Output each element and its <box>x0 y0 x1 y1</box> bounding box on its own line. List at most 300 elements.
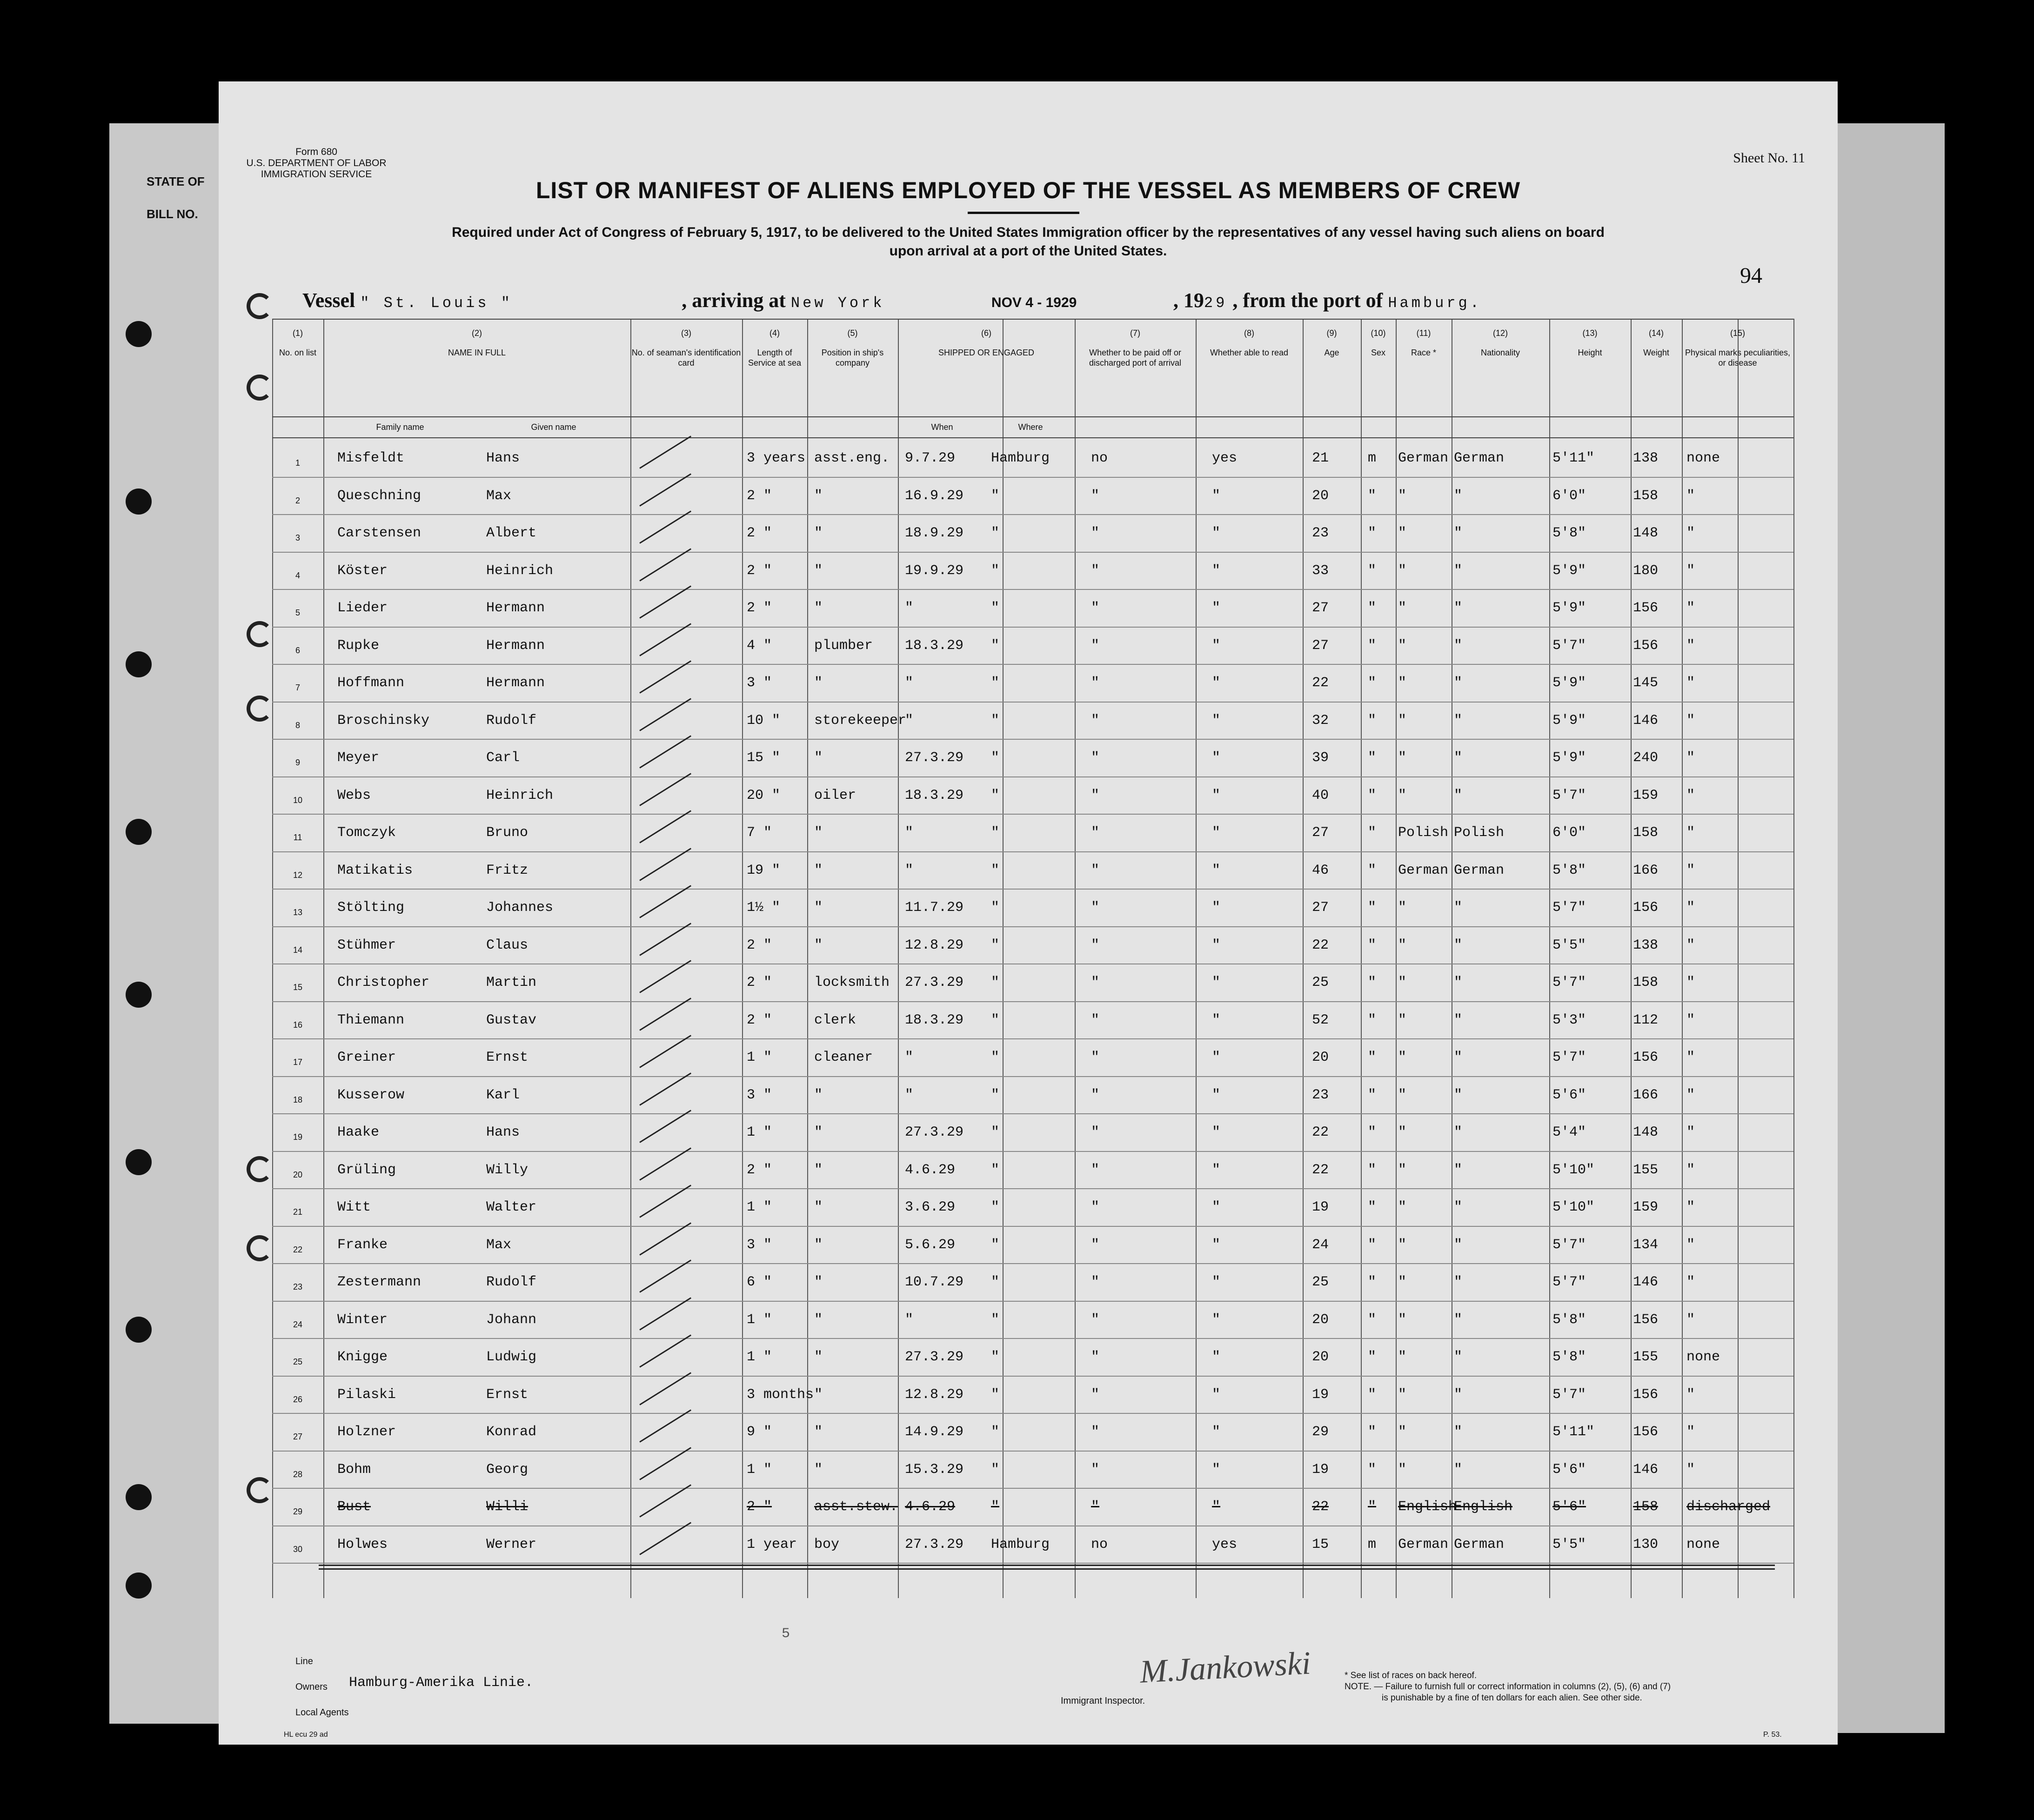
cell-paid: " <box>1091 488 1100 504</box>
cell-service: 20 " <box>747 787 781 803</box>
cell-read: " <box>1212 1050 1221 1065</box>
check-mark-icon <box>639 1035 691 1068</box>
cell-family: Thiemann <box>337 1012 405 1028</box>
cell-marks: " <box>1686 1424 1695 1440</box>
cell-given: Fritz <box>486 862 529 878</box>
cell-age: 15 <box>1312 1536 1329 1552</box>
cell-read: " <box>1212 1124 1221 1140</box>
bill-no-label: BILL NO. <box>147 207 198 221</box>
cell-sex: " <box>1368 1124 1377 1140</box>
footnote-note: NOTE. — Failure to furnish full or correct information in columns (2), (5), (6) and (7) <box>1345 1682 1671 1692</box>
binder-hole-icon <box>126 819 152 845</box>
cell-nat: " <box>1454 1237 1463 1253</box>
cell-where: " <box>991 562 1000 579</box>
cell-paid: " <box>1091 900 1100 916</box>
cell-given: Martin <box>486 975 537 990</box>
cell-nat: " <box>1454 787 1463 803</box>
cell-sex: " <box>1368 900 1377 916</box>
cell-height: 5'9" <box>1552 675 1586 691</box>
row-rule <box>272 1263 1793 1264</box>
cell-age: 22 <box>1312 1124 1329 1140</box>
cell-height: 5'4" <box>1552 1124 1586 1140</box>
cell-where: " <box>991 1349 1000 1365</box>
cell-position: storekeeper <box>814 712 907 729</box>
cell-position: " <box>814 900 823 916</box>
cell-sex: " <box>1368 937 1377 953</box>
row-number: 21 <box>293 1207 303 1217</box>
column-title: SHIPPED OR ENGAGED <box>938 348 1035 357</box>
cell-where: " <box>991 1199 1000 1215</box>
cell-height: 5'10" <box>1552 1199 1595 1215</box>
row-rule <box>272 1563 1793 1564</box>
column-header-c3 <box>630 328 742 368</box>
cell-where: " <box>991 488 1000 504</box>
cell-where: Hamburg <box>991 1536 1050 1552</box>
column-number: (15) <box>1730 328 1745 338</box>
row-rule <box>272 1338 1793 1339</box>
row-number: 10 <box>293 795 303 805</box>
binder-hole-icon <box>126 488 152 515</box>
column-title: Position in ship's company <box>821 348 884 368</box>
cell-race: German <box>1398 862 1449 878</box>
cell-nat: " <box>1454 562 1463 579</box>
cell-given: Albert <box>486 525 537 541</box>
cell-when: " <box>905 675 914 691</box>
cell-weight: 166 <box>1633 862 1659 878</box>
cell-height: 5'5" <box>1552 937 1586 953</box>
cell-service: 2 " <box>747 488 772 504</box>
cell-sex: " <box>1368 488 1377 504</box>
cell-sex: m <box>1368 1536 1377 1552</box>
cell-nat: " <box>1454 1461 1463 1478</box>
column-header-c15 <box>1682 328 1793 368</box>
check-mark-icon <box>639 735 691 768</box>
cell-when: 4.6.29 <box>905 1162 956 1178</box>
cell-position: oiler <box>814 787 856 803</box>
cell-position: cleaner <box>814 1050 873 1065</box>
check-mark-icon <box>639 1372 691 1405</box>
cell-nat: English <box>1454 1499 1513 1515</box>
binder-hole-icon <box>126 321 152 347</box>
cell-weight: 138 <box>1633 450 1659 466</box>
cell-family: Holwes <box>337 1536 388 1552</box>
cell-position: " <box>814 1349 823 1365</box>
cell-marks: " <box>1686 1124 1695 1140</box>
cell-position: " <box>814 1274 823 1290</box>
cell-read: yes <box>1212 1536 1238 1552</box>
arriving-label: , arriving at <box>682 289 786 312</box>
column-number: (10) <box>1371 328 1386 338</box>
cell-when: 5.6.29 <box>905 1237 956 1253</box>
cell-family: Winter <box>337 1311 388 1328</box>
cell-race: " <box>1398 1087 1407 1103</box>
binder-hole-icon <box>126 982 152 1008</box>
cell-paid: " <box>1091 1124 1100 1140</box>
column-rule <box>1631 319 1632 1598</box>
cell-family: Bust <box>337 1499 371 1515</box>
check-mark-icon <box>639 623 691 656</box>
cell-family: Greiner <box>337 1050 396 1065</box>
cell-family: Bohm <box>337 1461 371 1478</box>
cell-given: Hermann <box>486 637 545 654</box>
cell-read: yes <box>1212 450 1238 466</box>
cell-sex: m <box>1368 450 1377 466</box>
column-rule <box>1196 319 1197 1598</box>
cell-position: asst.stew. <box>814 1499 898 1515</box>
date-stamp: NOV 4 - 1929 <box>991 295 1077 310</box>
cell-race: " <box>1398 1012 1407 1028</box>
cell-marks: " <box>1686 975 1695 990</box>
cell-when: 27.3.29 <box>905 1536 964 1552</box>
row-number: 1 <box>295 458 300 468</box>
cell-marks: " <box>1686 1311 1695 1328</box>
cell-height: 5'8" <box>1552 1349 1586 1365</box>
cell-sex: " <box>1368 712 1377 729</box>
cell-where: Hamburg <box>991 450 1050 466</box>
cell-nat: " <box>1454 1424 1463 1440</box>
cell-sex: " <box>1368 1050 1377 1065</box>
inspector-label: Immigrant Inspector. <box>1061 1696 1145 1706</box>
ring-reinforcement-icon <box>247 696 273 722</box>
cell-race: " <box>1398 562 1407 579</box>
owners-value: Hamburg-Amerika Linie. <box>349 1675 534 1691</box>
row-rule <box>272 1001 1793 1002</box>
column-rule <box>272 319 273 1598</box>
check-mark-icon <box>639 1072 691 1105</box>
page-number: 94 <box>1740 263 1762 288</box>
cell-family: Carstensen <box>337 525 422 541</box>
cell-weight: 180 <box>1633 562 1659 579</box>
cell-given: Willy <box>486 1162 529 1178</box>
ring-reinforcement-icon <box>247 1156 273 1182</box>
cell-sex: " <box>1368 1349 1377 1365</box>
manifest-sheet <box>219 81 1838 1745</box>
row-number: 8 <box>295 720 300 730</box>
column-header-c6 <box>898 328 1075 358</box>
cell-given: Bruno <box>486 825 529 841</box>
cell-weight: 146 <box>1633 1461 1659 1478</box>
cell-paid: " <box>1091 675 1100 691</box>
cell-given: Hans <box>486 1124 520 1140</box>
cell-height: 5'7" <box>1552 1237 1586 1253</box>
cell-nat: German <box>1454 1536 1505 1552</box>
column-rule <box>1549 319 1550 1598</box>
cell-marks: " <box>1686 637 1695 654</box>
cell-sex: " <box>1368 1012 1377 1028</box>
cell-given: Max <box>486 1237 512 1253</box>
cell-race: German <box>1398 450 1449 466</box>
cell-paid: " <box>1091 825 1100 841</box>
cell-nat: " <box>1454 1311 1463 1328</box>
cell-given: Walter <box>486 1199 537 1215</box>
cell-read: " <box>1212 1424 1221 1440</box>
column-header-c1 <box>272 328 323 358</box>
cell-given: Ludwig <box>486 1349 537 1365</box>
cell-where: " <box>991 825 1000 841</box>
cell-nat: " <box>1454 1274 1463 1290</box>
cell-paid: " <box>1091 1162 1100 1178</box>
subtitle-line-1: Required under Act of Congress of February 5, 1917, to be delivered to the United States Immigration officer by the representatives of any vessel having such aliens on board <box>452 225 1605 240</box>
cell-height: 5'11" <box>1552 450 1595 466</box>
ring-reinforcement-icon <box>247 1235 273 1261</box>
column-number: (14) <box>1648 328 1664 338</box>
cell-height: 5'6" <box>1552 1087 1586 1103</box>
cell-given: Gustav <box>486 1012 537 1028</box>
cell-height: 5'11" <box>1552 1424 1595 1440</box>
cell-where: " <box>991 750 1000 766</box>
cell-service: 2 " <box>747 1499 772 1515</box>
page-title: LIST OR MANIFEST OF ALIENS EMPLOYED OF THE VESSEL AS MEMBERS OF CREW <box>535 177 1521 203</box>
row-number: 29 <box>293 1507 303 1516</box>
cell-when: 12.8.29 <box>905 1386 964 1403</box>
cell-nat: " <box>1454 525 1463 541</box>
cell-age: 20 <box>1312 1050 1329 1065</box>
cell-weight: 156 <box>1633 900 1659 916</box>
cell-marks: " <box>1686 1087 1695 1103</box>
cell-paid: " <box>1091 975 1100 990</box>
cell-age: 20 <box>1312 1311 1329 1328</box>
check-mark-icon <box>639 1297 691 1330</box>
cell-sex: " <box>1368 525 1377 541</box>
row-rule <box>272 1038 1793 1039</box>
cell-marks: " <box>1686 1274 1695 1290</box>
column-header-c14 <box>1631 328 1682 358</box>
cell-where: " <box>991 1050 1000 1065</box>
cell-when: " <box>905 862 914 878</box>
row-rule <box>272 926 1793 927</box>
check-mark-icon <box>639 773 691 806</box>
cell-position: " <box>814 675 823 691</box>
cell-position: " <box>814 1087 823 1103</box>
cell-service: 3 months <box>747 1386 814 1403</box>
row-rule <box>272 1226 1793 1227</box>
cell-height: 5'7" <box>1552 900 1586 916</box>
cell-nat: " <box>1454 1199 1463 1215</box>
cell-age: 23 <box>1312 525 1329 541</box>
cell-weight: 145 <box>1633 675 1659 691</box>
cell-nat: " <box>1454 675 1463 691</box>
cell-nat: " <box>1454 1050 1463 1065</box>
cell-nat: " <box>1454 900 1463 916</box>
cell-age: 24 <box>1312 1237 1329 1253</box>
row-number: 23 <box>293 1282 303 1291</box>
cell-weight: 166 <box>1633 1087 1659 1103</box>
cell-marks: none <box>1686 1536 1720 1552</box>
column-header-c8 <box>1196 328 1303 358</box>
cell-age: 22 <box>1312 937 1329 953</box>
row-number: 14 <box>293 945 303 955</box>
row-rule <box>272 1113 1793 1114</box>
check-mark-icon <box>639 810 691 843</box>
row-rule <box>272 739 1793 740</box>
column-title: Age <box>1324 348 1339 357</box>
row-number: 18 <box>293 1095 303 1104</box>
footnote <box>1345 1670 1833 1704</box>
check-mark-icon <box>639 1522 691 1555</box>
form-number: Form 680 <box>295 147 337 157</box>
row-number: 15 <box>293 983 303 992</box>
header-rule <box>272 416 1793 417</box>
cell-service: 6 " <box>747 1274 772 1290</box>
cell-family: Rupke <box>337 637 380 654</box>
cell-family: Kusserow <box>337 1087 405 1103</box>
row-rule <box>272 1451 1793 1452</box>
cell-when: 14.9.29 <box>905 1424 964 1440</box>
cell-marks: " <box>1686 1199 1695 1215</box>
cell-service: 2 " <box>747 525 772 541</box>
cell-service: 1 " <box>747 1050 772 1065</box>
cell-sex: " <box>1368 1162 1377 1178</box>
cell-sex: " <box>1368 1499 1377 1515</box>
cell-paid: " <box>1091 1424 1100 1440</box>
cell-race: " <box>1398 937 1407 953</box>
cell-read: " <box>1212 600 1221 616</box>
cell-read: " <box>1212 900 1221 916</box>
cell-paid: " <box>1091 937 1100 953</box>
row-number: 26 <box>293 1394 303 1404</box>
column-title: Length of Service at sea <box>748 348 802 368</box>
cell-paid: " <box>1091 600 1100 616</box>
local-agents-label: Local Agents <box>295 1707 349 1718</box>
cell-weight: 146 <box>1633 1274 1659 1290</box>
cell-marks: " <box>1686 750 1695 766</box>
cell-weight: 159 <box>1633 1199 1659 1215</box>
cell-when: 11.7.29 <box>905 900 964 916</box>
cell-age: 25 <box>1312 1274 1329 1290</box>
cell-when: 18.3.29 <box>905 637 964 654</box>
cell-sex: " <box>1368 1274 1377 1290</box>
cell-family: Matikatis <box>337 862 413 878</box>
cell-marks: " <box>1686 862 1695 878</box>
cell-sex: " <box>1368 1424 1377 1440</box>
cell-position: " <box>814 750 823 766</box>
backing-sheet-left <box>109 123 221 1724</box>
column-title: Nationality <box>1480 348 1520 357</box>
cell-nat: " <box>1454 975 1463 990</box>
cell-paid: " <box>1091 637 1100 654</box>
from-port: Hamburg. <box>1388 294 1482 312</box>
cell-nat: " <box>1454 1349 1463 1365</box>
cell-position: " <box>814 1162 823 1178</box>
cell-when: 12.8.29 <box>905 937 964 953</box>
line-label: Line <box>295 1656 313 1666</box>
cell-race: " <box>1398 975 1407 990</box>
crew-table <box>272 319 1793 1598</box>
cell-sex: " <box>1368 1386 1377 1403</box>
cell-weight: 155 <box>1633 1349 1659 1365</box>
cell-race: " <box>1398 712 1407 729</box>
cell-service: 3 years <box>747 450 806 466</box>
column-title: Weight <box>1643 348 1669 357</box>
cell-height: 5'7" <box>1552 637 1586 654</box>
cell-when: 27.3.29 <box>905 750 964 766</box>
row-number: 28 <box>293 1469 303 1479</box>
cell-height: 5'9" <box>1552 600 1586 616</box>
cell-service: 1 " <box>747 1311 772 1328</box>
cell-height: 5'6" <box>1552 1461 1586 1478</box>
cell-weight: 156 <box>1633 600 1659 616</box>
cell-race: " <box>1398 1199 1407 1215</box>
column-rule <box>807 319 808 1598</box>
cell-race: " <box>1398 1311 1407 1328</box>
column-rule <box>323 319 324 1598</box>
vessel-name: " St. Louis " <box>360 294 513 312</box>
cell-where: " <box>991 675 1000 691</box>
cell-paid: no <box>1091 1536 1108 1552</box>
cell-height: 5'3" <box>1552 1012 1586 1028</box>
cell-family: Knigge <box>337 1349 388 1365</box>
cell-marks: " <box>1686 1012 1695 1028</box>
closing-rule <box>319 1568 1775 1570</box>
row-number: 20 <box>293 1170 303 1179</box>
cell-marks: none <box>1686 1349 1720 1365</box>
cell-paid: " <box>1091 1386 1100 1403</box>
cell-when: " <box>905 712 914 729</box>
cell-height: 5'9" <box>1552 562 1586 579</box>
cell-age: 27 <box>1312 600 1329 616</box>
row-number: 24 <box>293 1319 303 1329</box>
cell-where: " <box>991 1012 1000 1028</box>
cell-age: 19 <box>1312 1199 1329 1215</box>
cell-given: Johann <box>486 1311 537 1328</box>
cell-age: 22 <box>1312 1499 1329 1515</box>
cell-family: Köster <box>337 562 388 579</box>
cell-nat: " <box>1454 1087 1463 1103</box>
footnote-fine: is punishable by a fine of ten dollars for each alien. See other side. <box>1382 1693 1642 1703</box>
cell-given: Karl <box>486 1087 520 1103</box>
cell-given: Hans <box>486 450 520 466</box>
title-underline <box>968 212 1079 214</box>
year-suffix: 29 <box>1204 294 1228 312</box>
cell-weight: 130 <box>1633 1536 1659 1552</box>
cell-service: 2 " <box>747 975 772 990</box>
cell-service: 1½ " <box>747 900 781 916</box>
cell-weight: 158 <box>1633 1499 1659 1515</box>
cell-given: Claus <box>486 937 529 953</box>
cell-given: Carl <box>486 750 520 766</box>
row-number: 22 <box>293 1245 303 1254</box>
cell-age: 25 <box>1312 975 1329 990</box>
margin-mark: 5 <box>782 1626 790 1642</box>
cell-read: " <box>1212 825 1221 841</box>
cell-height: 5'8" <box>1552 525 1586 541</box>
cell-race: " <box>1398 525 1407 541</box>
column-number: (13) <box>1582 328 1598 338</box>
cell-race: Polish <box>1398 825 1449 841</box>
cell-when: " <box>905 825 914 841</box>
check-mark-icon <box>639 548 691 581</box>
cell-marks: " <box>1686 1237 1695 1253</box>
row-number: 2 <box>295 495 300 505</box>
cell-where: " <box>991 975 1000 990</box>
cell-read: " <box>1212 525 1221 541</box>
row-number: 25 <box>293 1357 303 1366</box>
cell-height: 5'9" <box>1552 750 1586 766</box>
cell-age: 19 <box>1312 1386 1329 1403</box>
row-rule <box>272 1188 1793 1189</box>
row-number: 27 <box>293 1432 303 1441</box>
column-header-c9 <box>1303 328 1361 358</box>
cell-weight: 138 <box>1633 937 1659 953</box>
column-subheader-c2b: Given name <box>531 422 576 432</box>
cell-when: 19.9.29 <box>905 562 964 579</box>
cell-height: 6'0" <box>1552 825 1586 841</box>
column-header-c7 <box>1075 328 1196 368</box>
column-subheader-c2a: Family name <box>376 422 424 432</box>
cell-nat: " <box>1454 937 1463 953</box>
column-subheader-c6b: Where <box>1018 422 1043 432</box>
cell-weight: 156 <box>1633 1050 1659 1065</box>
